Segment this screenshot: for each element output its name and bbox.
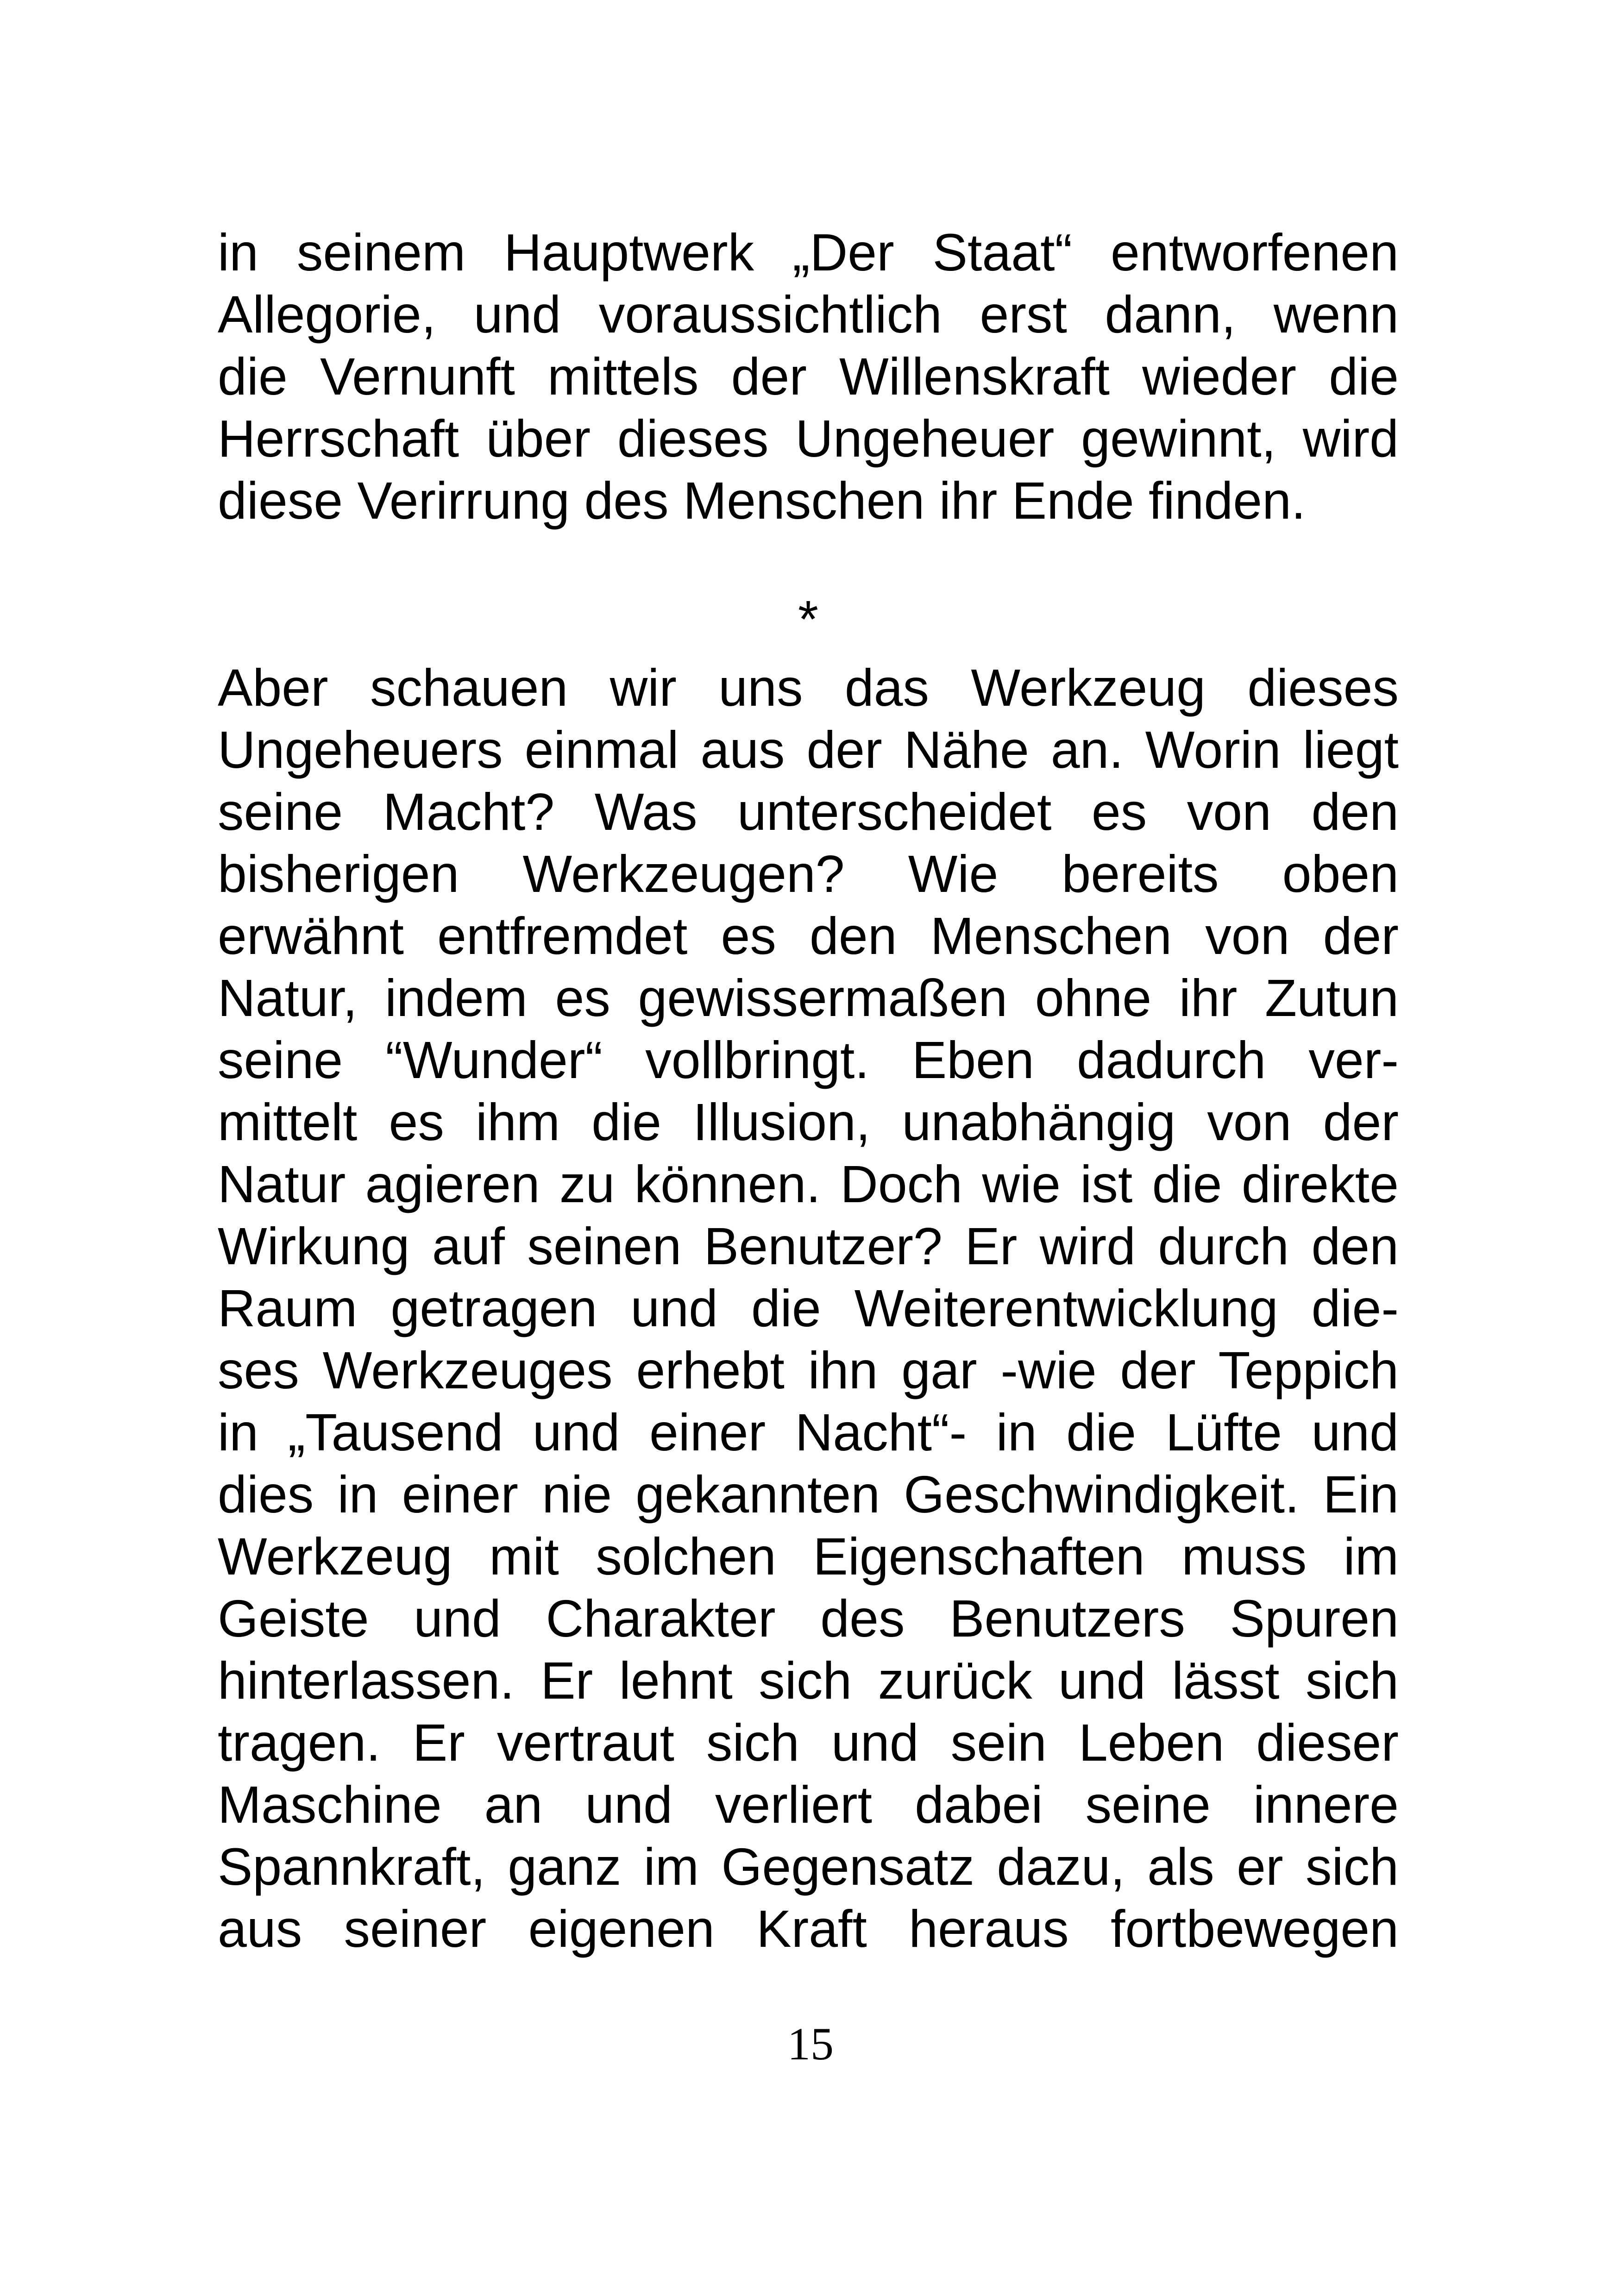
text-line: Werkzeug mit solchen Eigenschaften muss im xyxy=(218,1527,1399,1586)
text-line: Spannkraft, ganz im Gegensatz dazu, als er sich xyxy=(218,1838,1399,1896)
paragraph-continued xyxy=(218,221,1399,532)
text-line: Aber schauen wir uns das Werkzeug dieses xyxy=(218,659,1399,717)
text-line: seine “Wunder“ vollbringt. Eben dadurch ver- xyxy=(218,1031,1399,1089)
text-line: Geiste und Charakter des Benutzers Spuren xyxy=(218,1589,1399,1648)
text-line: mittelt es ihm die Illusion, unabhängig von der xyxy=(218,1093,1399,1151)
text-line: Natur, indem es gewissermaßen ohne ihr Zutun xyxy=(218,969,1399,1027)
text-line: hinterlassen. Er lehnt sich zurück und lässt sich xyxy=(218,1651,1399,1710)
text-line: Raum getragen und die Weiterentwicklung die- xyxy=(218,1279,1399,1337)
text-line: Wirkung auf seinen Benutzer? Er wird durch den xyxy=(218,1217,1399,1275)
text-line: Ungeheuers einmal aus der Nähe an. Worin liegt xyxy=(218,721,1399,779)
text-line: Maschine an und verliert dabei seine innere xyxy=(218,1775,1399,1834)
text-line: diese Verirrung des Menschen ihr Ende finden. xyxy=(218,471,1306,530)
paragraph-main xyxy=(218,657,1399,1960)
text-line: ses Werkzeuges erhebt ihn gar -wie der Teppich xyxy=(218,1341,1399,1399)
text-line: Allegorie, und voraussichtlich erst dann, wenn xyxy=(218,285,1399,344)
text-line: in seinem Hauptwerk „Der Staat“ entworfenen xyxy=(218,223,1399,282)
text-line: erwähnt entfremdet es den Menschen von der xyxy=(218,907,1399,965)
text-line: seine Macht? Was unterscheidet es von den xyxy=(218,783,1399,841)
text-line: dies in einer nie gekannten Geschwindigkeit. Ein xyxy=(218,1465,1399,1524)
text-line: in „Tausend und einer Nacht“- in die Lüfte und xyxy=(218,1403,1399,1462)
text-line: Herrschaft über dieses Ungeheuer gewinnt, wird xyxy=(218,409,1399,468)
text-line: bisherigen Werkzeugen? Wie bereits oben xyxy=(218,845,1399,903)
text-line: Natur agieren zu können. Doch wie ist die direkte xyxy=(218,1155,1399,1213)
page-number: 15 xyxy=(787,2018,834,2070)
section-separator: * xyxy=(798,590,818,648)
text-line: die Vernunft mittels der Willenskraft wieder die xyxy=(218,347,1399,406)
text-line: aus seiner eigenen Kraft heraus fortbewegen xyxy=(218,1900,1399,1958)
text-line: tragen. Er vertraut sich und sein Leben dieser xyxy=(218,1713,1399,1772)
